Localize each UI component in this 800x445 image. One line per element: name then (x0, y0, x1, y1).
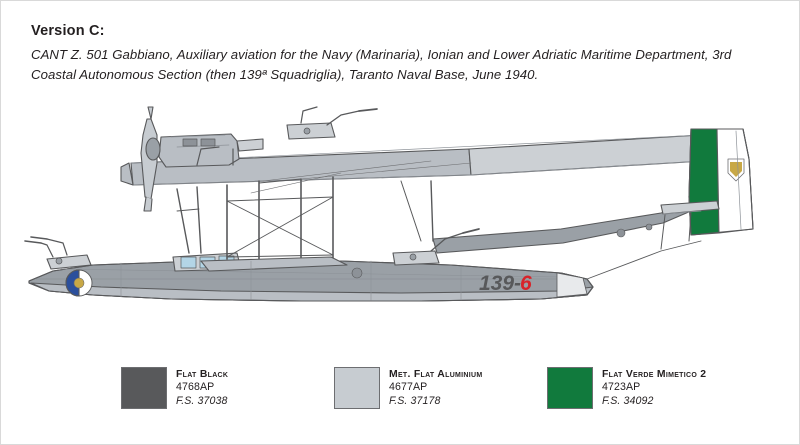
legend-item (121, 367, 334, 419)
paint-fs-code: F.S. 34092 (602, 394, 654, 407)
legend-item (334, 367, 547, 419)
legend-item (547, 367, 721, 419)
paint-name: Flat Verde Mimetico 2 (602, 369, 707, 380)
color-chip-flat-black (121, 367, 167, 409)
aircraft-profile-illustration (1, 101, 800, 346)
paint-code: 4677AP (389, 381, 428, 394)
paint-code: 4768AP (176, 381, 215, 394)
version-caption: CANT Z. 501 Gabbiano, Auxiliary aviation for the Navy (Marinaria), Ionian and Lower Adriatic Maritime Department, 3rd Coastal Autonomous Section (then 139ª Squadriglia), Taranto Naval Base, June 1940. (31, 47, 732, 83)
fuselage-code-number: 139- (479, 272, 522, 295)
color-chip-flat-verde-mimetico-2 (547, 367, 593, 409)
page-title: Version C: (31, 23, 105, 39)
paint-name: Flat Black (176, 369, 229, 380)
paint-name: Met. Flat Aluminium (389, 369, 483, 380)
fuselage-code-suffix: 6 (520, 272, 532, 295)
paint-code: 4723AP (602, 381, 641, 394)
color-chip-met-flat-aluminium (334, 367, 380, 409)
paint-legend (121, 367, 721, 419)
paint-fs-code: F.S. 37178 (389, 394, 441, 407)
paint-fs-code: F.S. 37038 (176, 394, 228, 407)
